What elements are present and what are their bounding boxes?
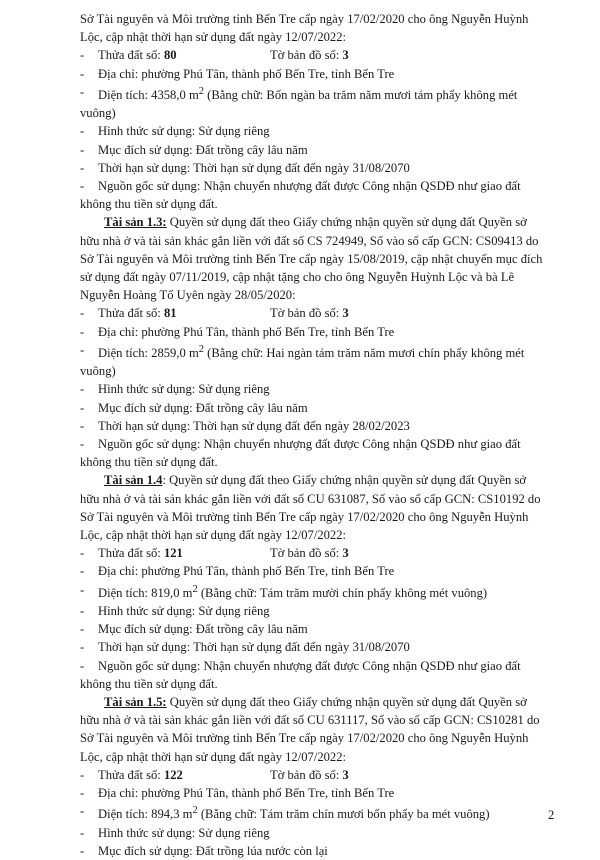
intro-line: Sở Tài nguyên và Môi trường tỉnh Bến Tre cấp ngày 17/02/2020 cho ông Nguyễn Huỳnh (80, 12, 529, 26)
list-item-address (80, 323, 556, 341)
list-item-area (80, 581, 556, 602)
bullet-dash: - (80, 804, 85, 819)
list-item-address (80, 562, 556, 580)
bullet-dash: - (80, 400, 85, 415)
asset-heading-line (80, 693, 556, 711)
term-text: Thời hạn sử dụng: Thời hạn sử dụng đất đến ngày 31/08/2070 (98, 160, 410, 175)
term-text: Thời hạn sử dụng: Thời hạn sử dụng đất đến ngày 28/02/2023 (98, 418, 410, 433)
list-item-purpose (80, 842, 556, 860)
area-text: Diện tích: 2859,0 m (98, 346, 199, 361)
map-label: Tờ bản đồ số: (270, 546, 343, 561)
bullet-dash: - (80, 142, 85, 157)
bullet-dash: - (80, 66, 85, 81)
origin-text: Nguồn gốc sử dụng: Nhận chuyển nhượng đất được Công nhận QSDĐ như giao đất (98, 437, 521, 452)
asset-label: Tài sản 1.3: (104, 215, 167, 230)
form-text: Hình thức sử dụng: Sử dụng riêng (98, 604, 270, 619)
asset-text-line: Lộc, cập nhật thời hạn sử dụng đất ngày 12/07/2022: (80, 749, 347, 764)
asset-heading-line (80, 471, 556, 489)
list-item-plot (80, 46, 556, 64)
list-item-form (80, 824, 556, 842)
list-item-term (80, 159, 556, 177)
asset-text: : Quyền sử dụng đất theo Giấy chứng nhận quyền sử dụng đất Quyền sở (162, 473, 527, 488)
bullet-dash: - (80, 324, 85, 339)
list-item-form (80, 380, 556, 398)
area-words: (Bằng chữ: Tám trăm mười chín phẩy không mét vuông) (197, 585, 488, 600)
form-text: Hình thức sử dụng: Sử dụng riêng (98, 382, 270, 397)
asset-label: Tài sản 1.4 (104, 473, 163, 488)
list-item-address (80, 65, 556, 83)
plot-number: 81 (163, 306, 177, 321)
purpose-text: Mục đích sử dụng: Đất trồng lúa nước còn lại (98, 843, 328, 858)
bullet-dash: - (80, 622, 85, 637)
origin-continuation: không thu tiền sử dụng đất. (80, 455, 218, 470)
asset-text-line: Sở Tài nguyên và Môi trường tỉnh Bến Tre cấp ngày 15/08/2019, cập nhật chuyển mục đích (80, 251, 543, 266)
map-number: 3 (342, 767, 349, 782)
plot-number: 122 (163, 767, 183, 782)
origin-continuation: không thu tiền sử dụng đất. (80, 197, 218, 212)
map-number: 3 (342, 546, 349, 561)
bullet-dash: - (80, 640, 85, 655)
asset-text-line: hữu nhà ở và tài sản khác gắn liền với đất số CS 724949, Số vào sổ cấp GCN: CS09413 do (80, 233, 539, 248)
plot-number: 121 (163, 546, 183, 561)
area-superscript: 2 (198, 343, 204, 355)
plot-number: 80 (163, 48, 177, 63)
area-words: (Bằng chữ: Bốn ngàn ba trăm năm mươi tám phẩy không mét (204, 88, 518, 102)
bullet-dash: - (80, 342, 85, 357)
area-superscript: 2 (192, 805, 198, 817)
asset-text: Quyền sử dụng đất theo Giấy chứng nhận quyền sử dụng đất Quyền sở (166, 695, 527, 710)
list-item-form (80, 602, 556, 620)
list-item-origin (80, 435, 556, 453)
origin-text: Nguồn gốc sử dụng: Nhận chuyển nhượng đất được Công nhận QSDĐ như giao đất (98, 179, 521, 194)
list-item-area (80, 802, 556, 823)
list-item-purpose (80, 141, 556, 159)
plot-label: Thửa đất số: (98, 306, 164, 321)
bullet-dash: - (80, 48, 85, 63)
bullet-dash: - (80, 382, 85, 397)
bullet-dash: - (80, 418, 85, 433)
bullet-dash: - (80, 658, 85, 673)
area-superscript: 2 (192, 583, 198, 595)
bullet-dash: - (80, 84, 85, 99)
bullet-dash: - (80, 825, 85, 840)
area-text: Diện tích: 819,0 m (98, 585, 193, 600)
list-item-area (80, 341, 556, 362)
list-item-form (80, 122, 556, 140)
plot-label: Thửa đất số: (98, 48, 164, 63)
area-words: (Bằng chữ: Tám trăm chín mươi bốn phẩy ba mét vuông) (197, 807, 490, 822)
plot-label: Thửa đất số: (98, 546, 164, 561)
bullet-dash: - (80, 546, 85, 561)
asset-text-line: Lộc, cập nhật thời hạn sử dụng đất ngày 12/07/2022: (80, 528, 347, 543)
bullet-dash: - (80, 124, 85, 139)
area-text: Diện tích: 4358,0 m (98, 88, 199, 102)
origin-text: Nguồn gốc sử dụng: Nhận chuyển nhượng đất được Công nhận QSDĐ như giao đất (98, 658, 521, 673)
bullet-dash: - (80, 306, 85, 321)
asset-text-line: Nguyễn Hoàng Tố Uyên ngày 28/05/2020: (80, 288, 296, 303)
asset-text-line: Sở Tài nguyên và Môi trường tỉnh Bến Tre cấp ngày 17/02/2020 cho ông Nguyễn Huỳnh (80, 731, 529, 746)
form-text: Hình thức sử dụng: Sử dụng riêng (98, 124, 270, 139)
address-text: Địa chỉ: phường Phú Tân, thành phố Bến Tre, tỉnh Bến Tre (98, 786, 395, 801)
asset-text-line: hữu nhà ở và tài sản khác gắn liền với đất số CU 631087, Số vào sổ cấp GCN: CS10192 do (80, 491, 541, 506)
area-text: Diện tích: 894,3 m (98, 807, 193, 822)
asset-label: Tài sản 1.5: (104, 695, 167, 710)
origin-continuation: không thu tiền sử dụng đất. (80, 676, 218, 691)
map-label: Tờ bản đồ số: (270, 306, 343, 321)
bullet-dash: - (80, 604, 85, 619)
purpose-text: Mục đích sử dụng: Đất trồng cây lâu năm (98, 400, 308, 415)
list-item-area (80, 83, 556, 104)
bullet-dash: - (80, 582, 85, 597)
bullet-dash: - (80, 843, 85, 858)
list-item-term (80, 638, 556, 656)
purpose-text: Mục đích sử dụng: Đất trồng cây lâu năm (98, 142, 308, 157)
bullet-dash: - (80, 767, 85, 782)
bullet-dash: - (80, 179, 85, 194)
map-label: Tờ bản đồ số: (270, 48, 343, 63)
area-words: (Bằng chữ: Hai ngàn tám trăm năm mươi chín phẩy không mét (204, 346, 525, 361)
list-item-address (80, 784, 556, 802)
asset-text: Quyền sử dụng đất theo Giấy chứng nhận quyền sử dụng đất Quyền sở (166, 215, 527, 230)
list-item-plot (80, 766, 556, 784)
document-body (80, 10, 556, 860)
list-item-origin (80, 177, 556, 195)
map-label: Tờ bản đồ số: (270, 767, 343, 782)
asset-text-line: hữu nhà ở và tài sản khác gắn liền với đất số CU 631117, Số vào sổ cấp GCN: CS10281 do (80, 713, 540, 728)
bullet-dash: - (80, 564, 85, 579)
intro-line: Lộc, cập nhật thời hạn sử dụng đất ngày 12/07/2022: (80, 30, 347, 45)
form-text: Hình thức sử dụng: Sử dụng riêng (98, 825, 270, 840)
address-text: Địa chỉ: phường Phú Tân, thành phố Bến Tre, tỉnh Bến Tre (98, 564, 395, 579)
purpose-text: Mục đích sử dụng: Đất trồng cây lâu năm (98, 622, 308, 637)
list-item-plot (80, 544, 556, 562)
asset-text-line: sử dụng đất ngày 07/11/2019, cập nhật tặng cho cho ông Nguyễn Huỳnh Lộc và bà Lê (80, 270, 515, 285)
address-text: Địa chỉ: phường Phú Tân, thành phố Bến Tre, tỉnh Bến Tre (98, 66, 395, 81)
bullet-dash: - (80, 437, 85, 452)
plot-label: Thửa đất số: (98, 767, 164, 782)
list-item-purpose (80, 399, 556, 417)
asset-heading-line (80, 213, 556, 231)
map-number: 3 (342, 306, 349, 321)
area-continuation: vuông) (80, 106, 116, 121)
area-superscript: 2 (198, 85, 204, 97)
address-text: Địa chỉ: phường Phú Tân, thành phố Bến Tre, tỉnh Bến Tre (98, 324, 395, 339)
bullet-dash: - (80, 786, 85, 801)
asset-text-line: Sở Tài nguyên và Môi trường tỉnh Bến Tre cấp ngày 17/02/2020 cho ông Nguyễn Huỳnh (80, 509, 529, 524)
list-item-plot (80, 304, 556, 322)
area-continuation: vuông) (80, 364, 116, 379)
map-number: 3 (342, 48, 349, 63)
list-item-term (80, 417, 556, 435)
page-number: 2 (548, 808, 555, 822)
term-text: Thời hạn sử dụng: Thời hạn sử dụng đất đến ngày 31/08/2070 (98, 640, 410, 655)
list-item-purpose (80, 620, 556, 638)
list-item-origin (80, 657, 556, 675)
bullet-dash: - (80, 160, 85, 175)
